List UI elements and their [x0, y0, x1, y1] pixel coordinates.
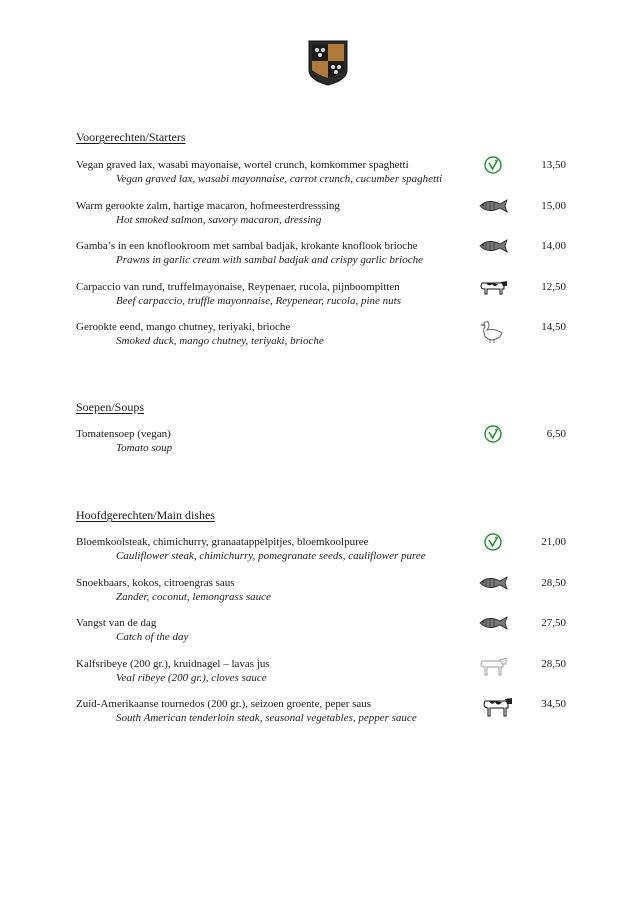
- dish-price: 14,50: [541, 321, 566, 333]
- dish-price: 12,50: [541, 280, 566, 293]
- dish-name-english: Veal ribeye (200 gr.), cloves sauce: [116, 671, 267, 684]
- section-soups: [76, 400, 566, 468]
- dish-name-english: South American tenderloin steak, seasonal vegetables, pepper sauce: [116, 712, 417, 724]
- dish-name-english: Hot smoked salmon, savory macaron, dressing: [116, 213, 322, 226]
- calf-icon: [476, 653, 510, 679]
- section-starters: [76, 130, 566, 361]
- dish-price: 13,50: [541, 159, 566, 171]
- dish-price: 28,50: [541, 657, 566, 670]
- dish-name-english: Prawns in garlic cream with sambal badjak and crispy garlic brioche: [116, 254, 423, 266]
- dish-name-english: Beef carpaccio, truffle mayonnaise, Reypenear, rucola, pine nuts: [116, 294, 402, 307]
- menu-item: [76, 576, 566, 617]
- menu-item: [76, 657, 566, 698]
- dish-name-dutch: Kalfsribeye (200 gr.), kruidnagel – lavas jus: [76, 657, 270, 670]
- dish-price: 27,50: [541, 617, 566, 629]
- menu-item: [76, 199, 566, 240]
- dish-price: 14,00: [541, 240, 566, 252]
- dish-name-dutch: Gamba’s in een knoflookroom met sambal badjak, krokante knoflook brioche: [76, 240, 418, 252]
- vegan-icon: [476, 532, 510, 552]
- fish-icon: [476, 196, 510, 216]
- section-title-main-dishes: Hoofdgerechten/Main dishes: [76, 508, 215, 522]
- dish-name-english: Catch of the day: [116, 631, 189, 643]
- dish-name-dutch: Zuid-Amerikaanse tournedos (200 gr.), seizoen groente, peper saus: [76, 698, 372, 710]
- dish-name-english: Tomato soup: [116, 442, 173, 454]
- dish-name-dutch: Vangst van de dag: [76, 617, 157, 629]
- dish-price: 28,50: [541, 576, 566, 589]
- dish-name-dutch: Tomatensoep (vegan): [76, 428, 171, 440]
- cow-icon: [480, 693, 514, 719]
- cow-icon: [476, 277, 510, 297]
- fish-icon: [476, 236, 510, 256]
- restaurant-crest-logo: [308, 40, 348, 86]
- duck-icon: [476, 319, 510, 345]
- fish-icon: [476, 613, 510, 633]
- menu-item: [76, 427, 566, 468]
- menu-item: [76, 535, 566, 576]
- dish-price: 34,50: [541, 698, 566, 710]
- dish-name-english: Cauliflower steak, chimichurry, pomegranate seeds, cauliflower puree: [116, 550, 426, 562]
- menu-item: [76, 697, 566, 738]
- dish-name-english: Smoked duck, mango chutney, teriyaki, brioche: [116, 335, 324, 347]
- menu-item: [76, 616, 566, 657]
- menu-item: [76, 239, 566, 280]
- section-title-starters: Voorgerechten/Starters: [76, 130, 186, 144]
- menu-item: [76, 280, 566, 321]
- dish-price: 6,50: [546, 428, 566, 440]
- menu-item: [76, 158, 566, 199]
- dish-price: 21,00: [541, 536, 566, 548]
- dish-name-english: Zander, coconut, lemongrass sauce: [116, 590, 271, 603]
- dish-name-english: Vegan graved lax, wasabi mayonnaise, carrot crunch, cucumber spaghetti: [116, 173, 443, 185]
- dish-name-dutch: Gerookte eend, mango chutney, teriyaki, brioche: [76, 321, 291, 333]
- section-main-dishes: [76, 508, 566, 738]
- vegan-icon: [476, 155, 510, 175]
- dish-name-dutch: Vegan graved lax, wasabi mayonaise, wortel crunch, komkommer spaghetti: [76, 159, 409, 171]
- dish-price: 15,00: [541, 199, 566, 212]
- dish-name-dutch: Carpaccio van rund, truffelmayonaise, Reypenaer, rucola, pijnboompitten: [76, 280, 400, 293]
- dish-name-dutch: Bloemkoolsteak, chimichurry, granaatappelpitjes, bloemkoolpuree: [76, 536, 369, 548]
- vegan-icon: [476, 424, 510, 444]
- section-title-soups: Soepen/Soups: [76, 400, 145, 414]
- dish-name-dutch: Warm gerookte zalm, hartige macaron, hofmeesterdresssing: [76, 199, 340, 212]
- dish-name-dutch: Snoekbaars, kokos, citroengras saus: [76, 576, 235, 589]
- menu-item: [76, 320, 566, 361]
- fish-icon: [476, 573, 510, 593]
